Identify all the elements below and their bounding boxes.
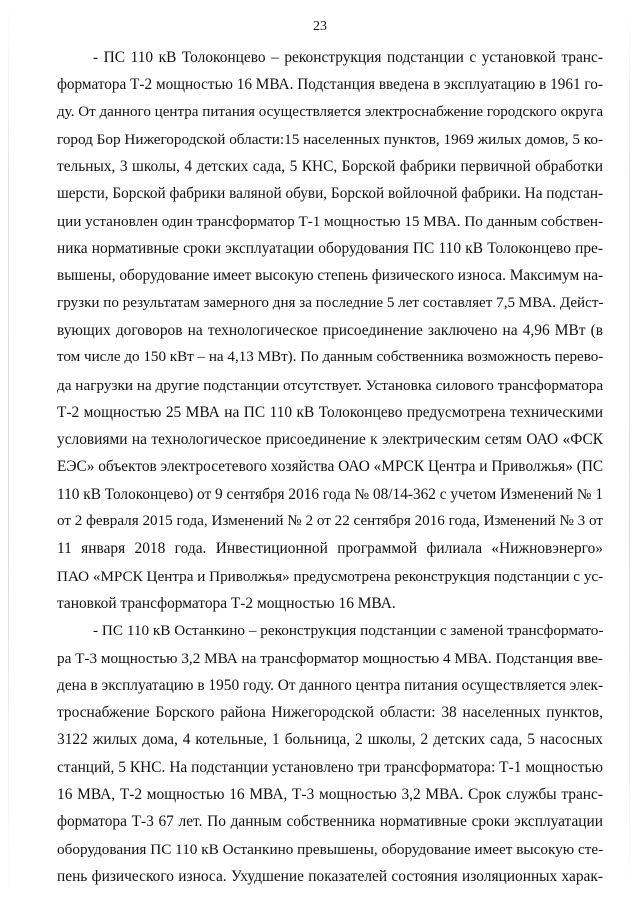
text-line: Т-2 мощностью 25 МВА на ПС 110 кВ Толоконцево предусмотрена техническими — [57, 403, 603, 421]
page-number: 23 — [313, 19, 327, 34]
text-line: - ПС 110 кВ Останкино – реконструкция подстанции с заменой трансформато- — [93, 622, 604, 640]
text-line: форматора Т-3 67 лет. По данным собственника нормативные сроки эксплуатации — [57, 813, 603, 831]
text-line: вышены, оборудование имеет высокую степень физического износа. Максимум на- — [57, 267, 604, 285]
scan-right-edge — [629, 0, 630, 905]
text-line: от 2 февраля 2015 года, Изменений № 2 от 22 сентября 2016 года, Изменений № 3 от — [57, 513, 603, 530]
paragraph-tolokontsevo — [57, 44, 603, 617]
text-line: тановкой трансформатора Т-2 мощностью 16 МВА. — [57, 594, 396, 612]
paragraph-ostankino — [57, 617, 603, 890]
text-line: станций, 5 КНС. На подстанции установлено три трансформатора: Т-1 мощностью — [57, 758, 603, 776]
text-line: да нагрузки на другие подстанции отсутствует. Установка силового трансформатора — [57, 376, 604, 394]
text-line: ника нормативные сроки эксплуатации оборудования ПС 110 кВ Толоконцево пре- — [57, 240, 603, 258]
text-line: дена в эксплуатацию в 1950 году. От данного центра питания осуществляется элек- — [57, 676, 604, 694]
text-line: ПАО «МРСК Центра и Приволжья» предусмотрена реконструкция подстанции с ус- — [57, 567, 604, 585]
text-line: ра Т-3 мощностью 3,2 МВА на трансформатор мощностью 4 МВА. Подстанция вве- — [57, 649, 603, 667]
text-line: 16 МВА, Т-2 мощностью 16 МВА, Т-3 мощностью 3,2 МВА. Срок службы транс- — [57, 786, 603, 804]
text-line: ции установлен один трансформатор Т-1 мощностью 15 МВА. По данным собствен- — [57, 212, 604, 230]
text-line: троснабжение Борского района Нижегородской области: 38 населенных пунктов, — [57, 704, 603, 722]
body-text — [57, 44, 603, 890]
text-line: пень физического износа. Ухудшение показателей состояния изоляционных харак- — [57, 867, 603, 885]
text-line: 11 января 2018 года. Инвестиционной программой филиала «Нижновэнерго» — [57, 540, 603, 558]
text-line: город Бор Нижегородской области:15 населенных пунктов, 1969 жилых домов, 5 ко- — [57, 130, 603, 148]
scan-left-edge — [8, 0, 9, 905]
text-line: условиями на технологическое присоединение к электрическим сетям ОАО «ФСК — [57, 431, 603, 449]
text-line: ЕЭС» объектов электросетевого хозяйства ОАО «МРСК Центра и Приволжья» (ПС — [57, 458, 604, 476]
text-line: ду. От данного центра питания осуществляется электроснабжение городского округа — [57, 103, 604, 120]
text-line: вующих договоров на технологическое присоединение заключено на 4,96 МВт (в — [57, 321, 603, 339]
text-line: том числе до 150 кВт – на 4,13 МВт). По данным собственника возможность перево- — [57, 349, 604, 366]
text-line: шерсти, Борской фабрики валяной обуви, Борской войлочной фабрики. На подстан- — [57, 185, 604, 203]
text-line: грузки по результатам замерного дня за последние 5 лет составляет 7,5 МВА. Дейст- — [57, 294, 604, 311]
text-line: оборудования ПС 110 кВ Останкино превышены, оборудование имеет высокую сте- — [57, 840, 604, 858]
text-line: 3122 жилых дома, 4 котельные, 1 больница, 2 школы, 2 детских сада, 5 насосных — [57, 731, 603, 749]
text-line: 110 кВ Толоконцево) от 9 сентября 2016 года № 08/14-362 с учетом Изменений № 1 — [57, 485, 603, 503]
text-line: тельных, 3 школы, 4 детских сада, 5 КНС, Борской фабрики первичной обработки — [57, 158, 603, 176]
text-line: - ПС 110 кВ Толоконцево – реконструкция подстанции с установкой транс- — [93, 49, 603, 66]
text-line: форматора Т-2 мощностью 16 МВА. Подстанция введена в эксплуатацию в 1961 го- — [57, 76, 603, 94]
